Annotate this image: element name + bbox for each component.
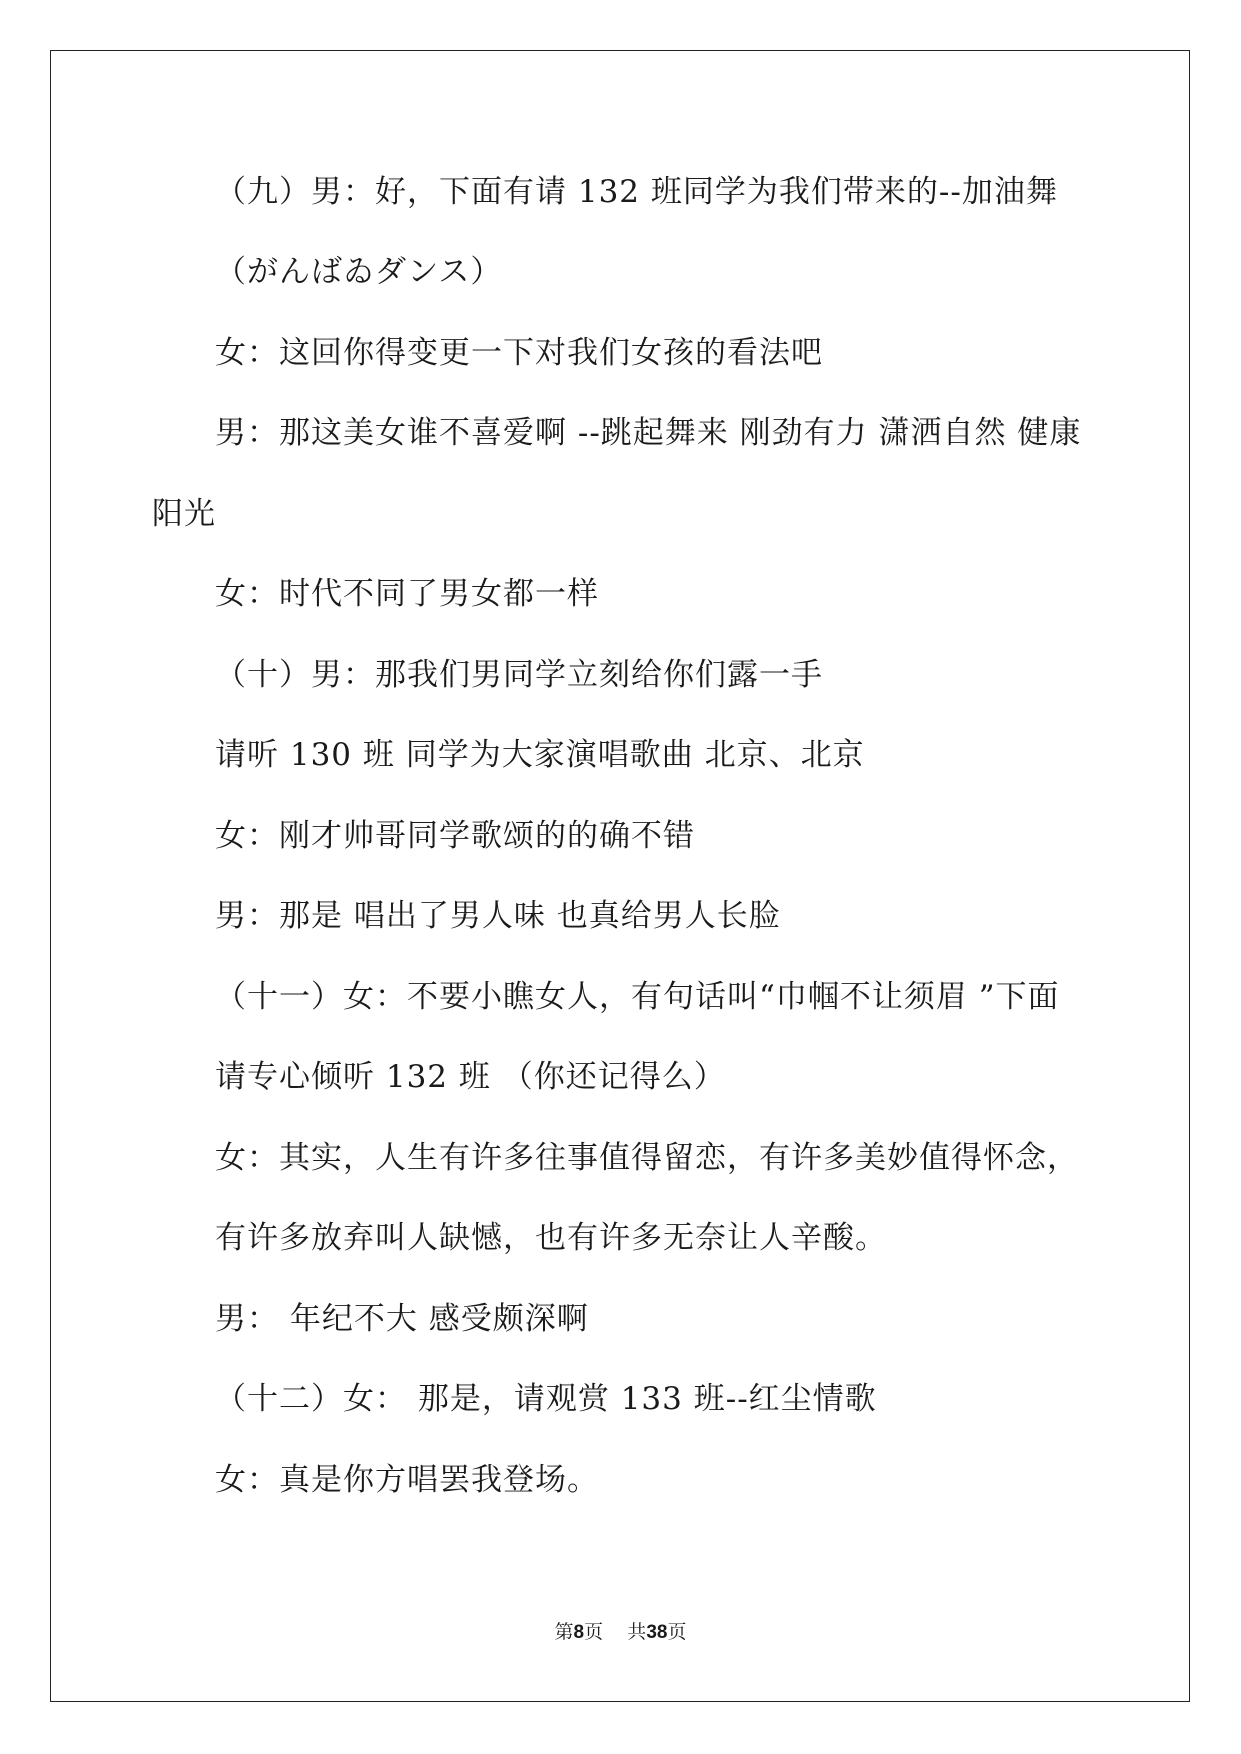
text-line: 男：那是 唱出了男人味 也真给男人长脸 xyxy=(215,898,781,934)
page-current: 8 xyxy=(573,1622,585,1643)
text-line: 有许多放弃叫人缺憾，也有许多无奈让人辛酸。 xyxy=(215,1220,887,1256)
total-suffix: 页 xyxy=(667,1621,687,1643)
page-border xyxy=(50,50,1190,1702)
total-prefix: 共 xyxy=(627,1621,647,1643)
text-line: 男： 年纪不大 感受颇深啊 xyxy=(215,1301,589,1337)
page-total: 38 xyxy=(646,1622,668,1643)
text-line: 女：其实，人生有许多往事值得留恋，有许多美妙值得怀念， xyxy=(215,1140,1079,1176)
text-line: 女：这回你得变更一下对我们女孩的看法吧 xyxy=(215,335,823,371)
text-line: （十）男：那我们男同学立刻给你们露一手 xyxy=(215,657,823,693)
page-suffix: 页 xyxy=(584,1621,604,1643)
text-line: 女：时代不同了男女都一样 xyxy=(215,576,599,612)
text-line: 请专心倾听 132 班 （你还记得么） xyxy=(215,1059,726,1095)
page-footer xyxy=(0,1620,1241,1645)
text-line: （九）男：好，下面有请 132 班同学为我们带来的--加油舞 xyxy=(215,174,1058,210)
text-line: （十二）女： 那是，请观赏 133 班--红尘情歌 xyxy=(215,1381,877,1417)
page-prefix: 第 xyxy=(554,1621,574,1643)
text-line: 女：真是你方唱罢我登场。 xyxy=(215,1462,599,1498)
text-line: （がんばゐダンス） xyxy=(215,254,503,290)
text-line: 阳光 xyxy=(152,496,216,532)
text-line: 女：刚才帅哥同学歌颂的的确不错 xyxy=(215,818,695,854)
text-line: 请听 130 班 同学为大家演唱歌曲 北京、北京 xyxy=(215,737,865,773)
text-line: 男：那这美女谁不喜爱啊 --跳起舞来 刚劲有力 潇洒自然 健康 xyxy=(215,415,1082,451)
text-line: （十一）女：不要小瞧女人，有句话叫“巾帼不让须眉 ”下面 xyxy=(215,979,1060,1015)
